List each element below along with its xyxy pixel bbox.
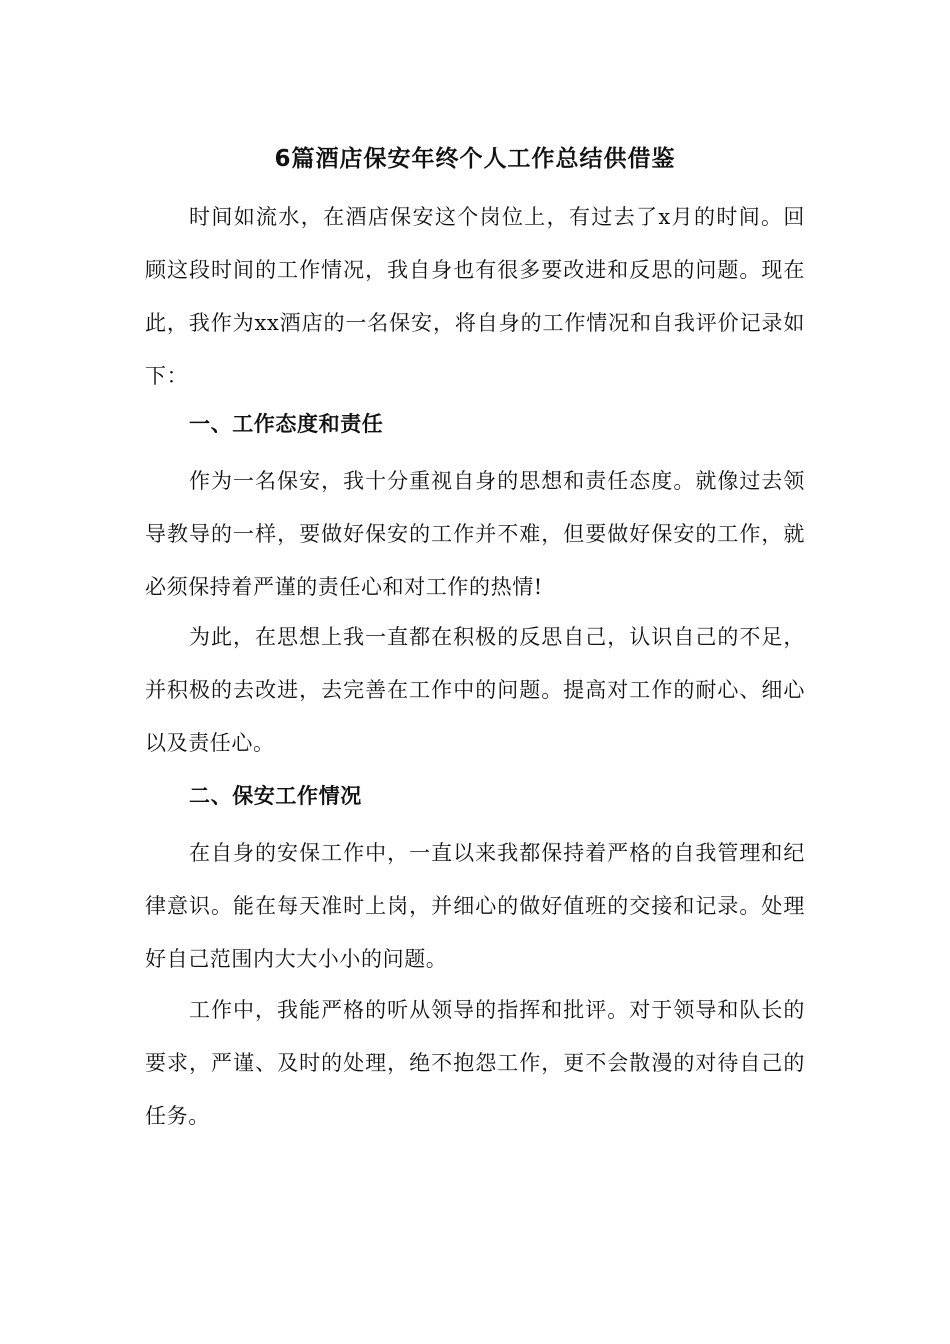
- section-1-paragraph-1: 作为一名保安，我十分重视自身的思想和责任态度。就像过去领导教导的一样，要做好保安的工作并不难，但要做好保安的工作，就必须保持着严谨的责任心和对工作的热情!: [145, 469, 805, 599]
- section-heading-2: 二、保安工作情况: [189, 784, 362, 808]
- intro-paragraph: 时间如流水，在酒店保安这个岗位上，有过去了x月的时间。回顾这段时间的工作情况，我自身也有很多要改进和反思的问题。现在此，我作为xx酒店的一名保安，将自身的工作情况和自我评价记录如下：: [145, 205, 805, 388]
- section-2-paragraph-1: 在自身的安保工作中，一直以来我都保持着严格的自我管理和纪律意识。能在每天准时上岗，并细心的做好值班的交接和记录。处理好自己范围内大大小小的问题。: [145, 841, 805, 971]
- section-1-paragraph-2: 为此，在思想上我一直都在积极的反思自己，认识自己的不足，并积极的去改进，去完善在工作中的问题。提高对工作的耐心、细心以及责任心。: [145, 625, 805, 755]
- section-heading-1: 一、工作态度和责任: [189, 412, 384, 436]
- document-title: 6篇酒店保安年终个人工作总结供借鉴: [274, 146, 676, 172]
- section-2-paragraph-2: 工作中，我能严格的听从领导的指挥和批评。对于领导和队长的要求，严谨、及时的处理，绝不抱怨工作，更不会散漫的对待自己的任务。: [145, 998, 805, 1128]
